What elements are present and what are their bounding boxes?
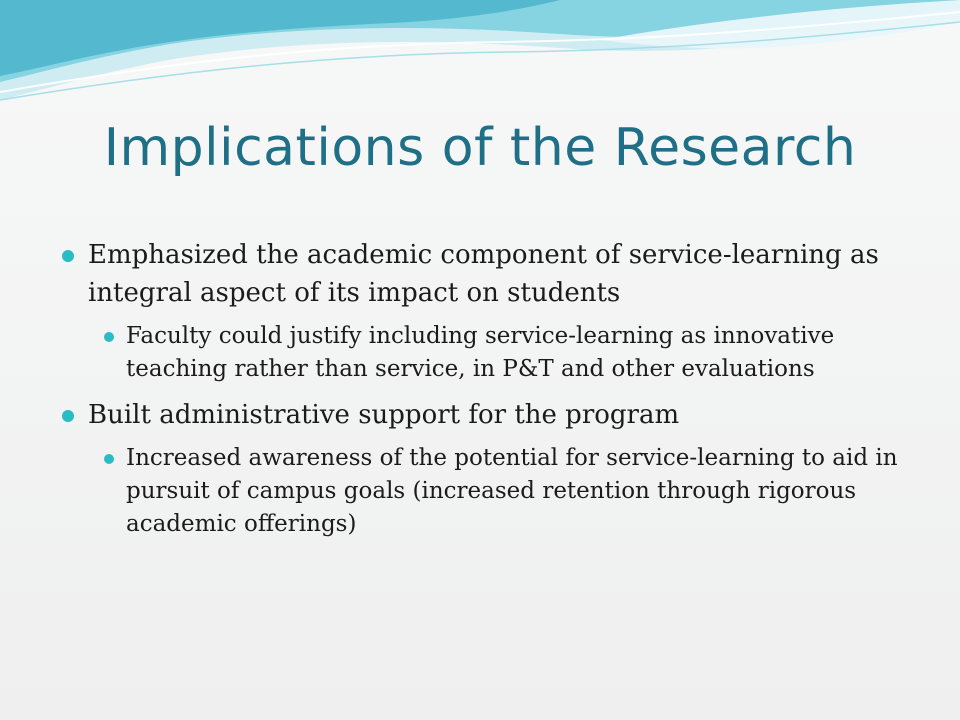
bullet-dot-icon	[104, 454, 114, 464]
bullet-list	[60, 236, 920, 551]
slide-title: Implications of the Research	[103, 118, 857, 178]
bullet-text: Emphasized the academic component of service-learning as integral aspect of its impact on students	[88, 240, 879, 308]
bullet-dot-icon	[104, 332, 114, 342]
bullet-dot-icon	[62, 250, 74, 262]
sub-bullet-text: Faculty could justify including service-learning as innovative teaching rather than service, in P&T and other evaluations	[126, 323, 835, 382]
sub-bullet-text: Increased awareness of the potential for service-learning to aid in pursuit of campus goals (increased retention through rigorous academic offerings)	[126, 445, 898, 537]
header-wave-decoration	[0, 0, 960, 120]
bullet-level1	[60, 236, 920, 312]
bullet-level2	[60, 320, 920, 386]
bullet-level2	[60, 442, 920, 541]
bullet-level1	[60, 396, 920, 434]
bullet-text: Built administrative support for the program	[88, 400, 680, 430]
bullet-dot-icon	[62, 410, 74, 422]
